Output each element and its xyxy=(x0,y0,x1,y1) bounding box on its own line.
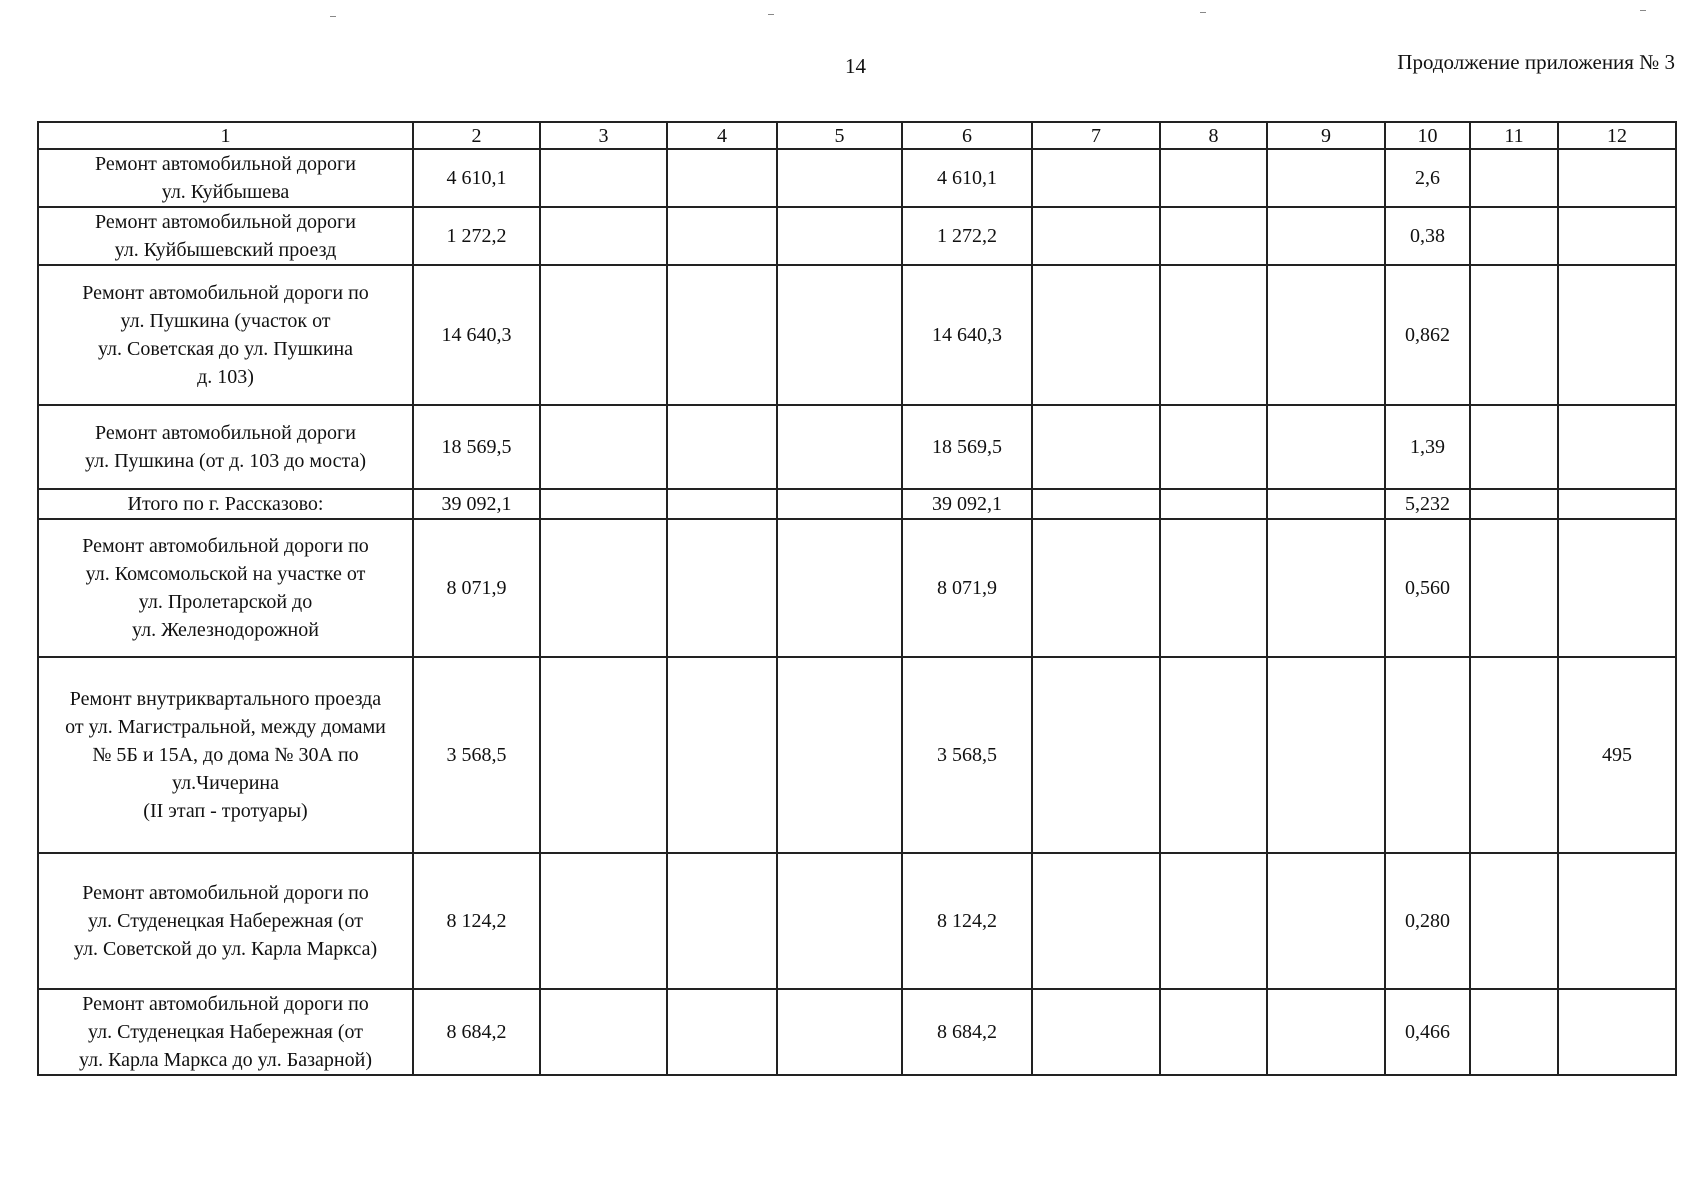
column-header: 2 xyxy=(413,122,540,149)
cell-col-3 xyxy=(540,265,667,405)
cell-col-10: 5,232 xyxy=(1385,489,1470,519)
cell-col-9 xyxy=(1267,265,1385,405)
item-description: Ремонт автомобильной дороги ул. Куйбышева xyxy=(38,149,413,207)
cell-col-4 xyxy=(667,989,777,1075)
cell-col-9 xyxy=(1267,405,1385,489)
cell-col-10: 1,39 xyxy=(1385,405,1470,489)
column-header: 1 xyxy=(38,122,413,149)
cell-col-3 xyxy=(540,207,667,265)
cell-col-6: 8 124,2 xyxy=(902,853,1032,989)
cell-col-7 xyxy=(1032,989,1160,1075)
cell-col-7 xyxy=(1032,207,1160,265)
column-header: 5 xyxy=(777,122,902,149)
item-description: Ремонт автомобильной дороги по ул. Студенецкая Набережная (от ул. Карла Маркса до ул. Базарной) xyxy=(38,989,413,1075)
cell-col-2: 1 272,2 xyxy=(413,207,540,265)
cell-col-3 xyxy=(540,405,667,489)
cell-col-7 xyxy=(1032,405,1160,489)
item-description: Ремонт автомобильной дороги ул. Куйбышевский проезд xyxy=(38,207,413,265)
cell-col-4 xyxy=(667,149,777,207)
cell-col-12 xyxy=(1558,207,1676,265)
cell-col-6: 1 272,2 xyxy=(902,207,1032,265)
column-header: 3 xyxy=(540,122,667,149)
cell-col-10 xyxy=(1385,657,1470,853)
cell-col-11 xyxy=(1470,265,1558,405)
cell-col-6: 14 640,3 xyxy=(902,265,1032,405)
cell-col-10: 0,862 xyxy=(1385,265,1470,405)
cell-col-7 xyxy=(1032,149,1160,207)
cell-col-4 xyxy=(667,853,777,989)
cell-col-8 xyxy=(1160,207,1267,265)
cell-col-10: 0,38 xyxy=(1385,207,1470,265)
column-header: 4 xyxy=(667,122,777,149)
header-row xyxy=(38,122,1676,149)
cell-col-6: 8 684,2 xyxy=(902,989,1032,1075)
scan-mark xyxy=(1640,10,1646,11)
cell-col-8 xyxy=(1160,657,1267,853)
cell-col-10: 0,280 xyxy=(1385,853,1470,989)
total-row xyxy=(38,489,1676,519)
cell-col-5 xyxy=(777,519,902,657)
scan-mark xyxy=(768,14,774,15)
cell-col-8 xyxy=(1160,519,1267,657)
table-row xyxy=(38,657,1676,853)
cell-col-7 xyxy=(1032,265,1160,405)
cell-col-4 xyxy=(667,657,777,853)
cell-col-2: 8 071,9 xyxy=(413,519,540,657)
cell-col-3 xyxy=(540,853,667,989)
cell-col-9 xyxy=(1267,657,1385,853)
cell-col-3 xyxy=(540,519,667,657)
cell-col-8 xyxy=(1160,989,1267,1075)
cell-col-5 xyxy=(777,853,902,989)
cell-col-8 xyxy=(1160,405,1267,489)
cell-col-10: 0,560 xyxy=(1385,519,1470,657)
cell-col-10: 0,466 xyxy=(1385,989,1470,1075)
cell-col-12 xyxy=(1558,853,1676,989)
cell-col-2: 3 568,5 xyxy=(413,657,540,853)
cell-col-11 xyxy=(1470,989,1558,1075)
cell-col-7 xyxy=(1032,853,1160,989)
column-header: 6 xyxy=(902,122,1032,149)
total-label: Итого по г. Рассказово: xyxy=(38,489,413,519)
cell-col-5 xyxy=(777,657,902,853)
item-description: Ремонт автомобильной дороги ул. Пушкина (от д. 103 до моста) xyxy=(38,405,413,489)
cell-col-9 xyxy=(1267,989,1385,1075)
cell-col-12 xyxy=(1558,489,1676,519)
cell-col-9 xyxy=(1267,519,1385,657)
cell-col-5 xyxy=(777,149,902,207)
cell-col-7 xyxy=(1032,489,1160,519)
cell-col-11 xyxy=(1470,519,1558,657)
cell-col-6: 4 610,1 xyxy=(902,149,1032,207)
cell-col-9 xyxy=(1267,207,1385,265)
cell-col-4 xyxy=(667,519,777,657)
cell-col-5 xyxy=(777,989,902,1075)
cell-col-3 xyxy=(540,989,667,1075)
cell-col-12 xyxy=(1558,989,1676,1075)
cell-col-2: 14 640,3 xyxy=(413,265,540,405)
table-row xyxy=(38,265,1676,405)
cell-col-2: 4 610,1 xyxy=(413,149,540,207)
cell-col-5 xyxy=(777,265,902,405)
cell-col-12 xyxy=(1558,519,1676,657)
item-description: Ремонт автомобильной дороги по ул. Комсомольской на участке от ул. Пролетарской до ул. Железнодорожной xyxy=(38,519,413,657)
cell-col-11 xyxy=(1470,657,1558,853)
column-header: 7 xyxy=(1032,122,1160,149)
cell-col-7 xyxy=(1032,657,1160,853)
continuation-heading: Продолжение приложения № 3 xyxy=(1397,50,1675,74)
cell-col-5 xyxy=(777,207,902,265)
cell-col-2: 8 684,2 xyxy=(413,989,540,1075)
cell-col-6: 39 092,1 xyxy=(902,489,1032,519)
column-header: 9 xyxy=(1267,122,1385,149)
cell-col-8 xyxy=(1160,149,1267,207)
column-header: 8 xyxy=(1160,122,1267,149)
cell-col-11 xyxy=(1470,149,1558,207)
cell-col-9 xyxy=(1267,853,1385,989)
table-row xyxy=(38,853,1676,989)
cell-col-2: 39 092,1 xyxy=(413,489,540,519)
cell-col-8 xyxy=(1160,265,1267,405)
table-row xyxy=(38,989,1676,1075)
column-header: 10 xyxy=(1385,122,1470,149)
item-description: Ремонт автомобильной дороги по ул. Пушкина (участок от ул. Советская до ул. Пушкина д. 103) xyxy=(38,265,413,405)
cell-col-9 xyxy=(1267,149,1385,207)
cell-col-12 xyxy=(1558,265,1676,405)
cell-col-7 xyxy=(1032,519,1160,657)
column-header: 12 xyxy=(1558,122,1676,149)
cell-col-6: 18 569,5 xyxy=(902,405,1032,489)
cell-col-6: 8 071,9 xyxy=(902,519,1032,657)
scan-mark xyxy=(1200,12,1206,13)
page-number: 14 xyxy=(845,54,866,78)
cell-col-2: 8 124,2 xyxy=(413,853,540,989)
item-description: Ремонт внутриквартального проезда от ул. Магистральной, между домами № 5Б и 15А, до дома № 30А по ул.Чичерина (II этап - тротуары) xyxy=(38,657,413,853)
table-row xyxy=(38,405,1676,489)
cell-col-12: 495 xyxy=(1558,657,1676,853)
cell-col-3 xyxy=(540,657,667,853)
cell-col-3 xyxy=(540,489,667,519)
cell-col-8 xyxy=(1160,489,1267,519)
cell-col-9 xyxy=(1267,489,1385,519)
data-table xyxy=(37,121,1677,1076)
scan-mark xyxy=(330,16,336,17)
cell-col-12 xyxy=(1558,405,1676,489)
cell-col-10: 2,6 xyxy=(1385,149,1470,207)
cell-col-4 xyxy=(667,489,777,519)
table-row xyxy=(38,149,1676,207)
table-row xyxy=(38,519,1676,657)
cell-col-4 xyxy=(667,265,777,405)
cell-col-2: 18 569,5 xyxy=(413,405,540,489)
item-description: Ремонт автомобильной дороги по ул. Студенецкая Набережная (от ул. Советской до ул. Карла Маркса) xyxy=(38,853,413,989)
cell-col-11 xyxy=(1470,489,1558,519)
cell-col-6: 3 568,5 xyxy=(902,657,1032,853)
cell-col-8 xyxy=(1160,853,1267,989)
cell-col-11 xyxy=(1470,207,1558,265)
cell-col-3 xyxy=(540,149,667,207)
cell-col-12 xyxy=(1558,149,1676,207)
table-row xyxy=(38,207,1676,265)
cell-col-11 xyxy=(1470,853,1558,989)
cell-col-5 xyxy=(777,489,902,519)
cell-col-4 xyxy=(667,207,777,265)
cell-col-5 xyxy=(777,405,902,489)
cell-col-4 xyxy=(667,405,777,489)
cell-col-11 xyxy=(1470,405,1558,489)
column-header: 11 xyxy=(1470,122,1558,149)
